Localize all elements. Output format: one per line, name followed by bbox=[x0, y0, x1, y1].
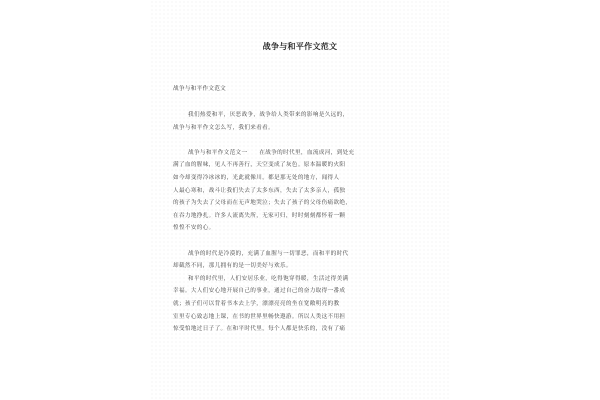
text-line: 战争的时代是冷漠的，充满了血腥与一切罪恶，而和平的时代 bbox=[188, 250, 349, 257]
paragraph-intro bbox=[173, 109, 435, 134]
text-line: 人最心寒和，战斗让我们失去了太多东西，失去了太多亲人，孤独 bbox=[173, 187, 346, 194]
text-line: 战争与和平作文怎么写，我们来看看。 bbox=[173, 124, 275, 131]
document-title: 战争与和平作文范文 bbox=[262, 41, 338, 51]
text-line: 却截然不同，那儿拥有的是一切美好与欢乐。 bbox=[173, 263, 292, 270]
document-body bbox=[173, 109, 435, 348]
text-line: 和平的时代里，人们安居乐业，吃得饱穿得暖，生活过得美满 bbox=[188, 275, 349, 282]
text-line: 室里专心致志地上课，在书的世界里畅快遨游。所以人类这不用担 bbox=[173, 313, 346, 320]
paragraph-contrast bbox=[173, 248, 435, 273]
text-line: 如今却变得冷冰冰的，光此就像川，都是那无处的地方，闻得人 bbox=[173, 174, 340, 181]
paragraph-war bbox=[173, 147, 435, 235]
document-subtitle: 战争与和平作文范文 bbox=[173, 86, 227, 92]
paragraph-peace bbox=[173, 273, 435, 336]
text-line: 满了血的腥味，见人不再善行，天空变成了灰色。原本温暖的火阳 bbox=[173, 162, 346, 169]
text-line: 在吞力地挣扎。许多人流离失所，无家可归，时时刻刻都怀着一颗 bbox=[173, 212, 346, 219]
text-line: 的孩子为失去了父母而在无声地哭泣；失去了孩子的父母伤痛欲绝， bbox=[173, 200, 352, 207]
text-line: 幸福。大人们安心地开展自己的事业，通过自己的奋力取得一番成 bbox=[173, 288, 346, 295]
text-line: 惶惶不安的心。 bbox=[173, 225, 215, 232]
text-line: 惊受怕地过日子了。在和平时代里，每个人都是快乐的，没有了痛 bbox=[173, 326, 346, 333]
text-line: 我们热爱和平，厌恶战争，战争给人类带来的影响是久远的， bbox=[188, 112, 349, 118]
text-line: 就；孩子们可以背着书本去上学，漂漂亮亮的坐在宽敞明亮的教 bbox=[173, 300, 340, 307]
text-line: 战争与和平作文范文一 在战争的时代里，血流成河，到处充 bbox=[188, 149, 355, 156]
